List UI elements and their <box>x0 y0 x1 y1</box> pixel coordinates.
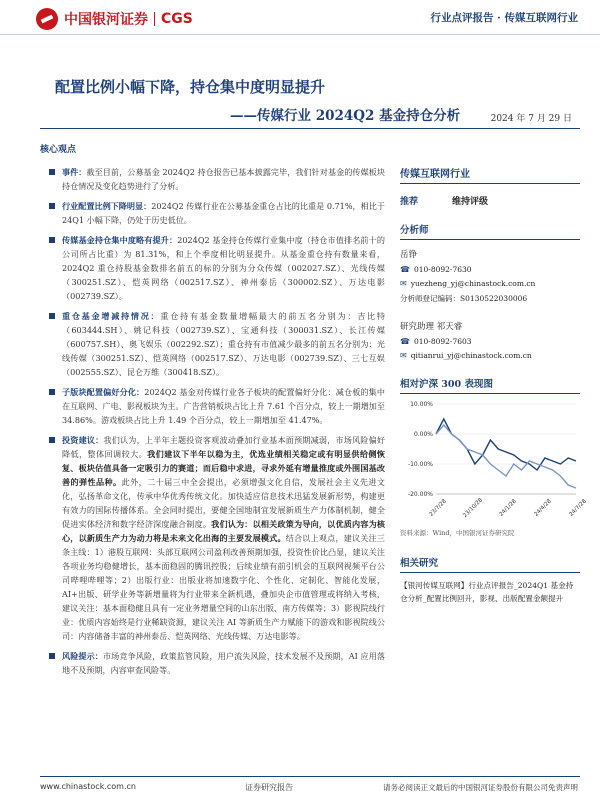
report-date: 2024 年 7 月 29 日 <box>490 114 572 124</box>
investment-p3: 结合以上观点，建议关注三条主线：1）港股互联网：头部互联网公司盈利改善预期加强，投资性价比凸显，建议关注各项业务均稳健增长，基本面稳固的腾讯控股；后续业绩有前引机会的互联网视频平台公司哔哩哔哩等；2）出版行业：出版业将加速数字化、个性化、定制化、智能化发展，AI+出版、研学业务等新增量将为行业带来全新机遇，叠加央企市值管理或将纳入考核，建议关注：基本面稳健且具有一定业务增量空间的山东出版、南方传媒等；3）影视院线行业：优质内容始终是行业稀缺资源，建议关注 AI 等新质生产力赋能下的游戏和影视院线公司：内容储备丰富的神州泰岳、恺英网络、光线传媒、万达电影等。 <box>62 533 385 641</box>
bullet-marker-icon <box>49 203 55 209</box>
relative-performance-chart <box>400 398 588 526</box>
report-subtitle: ——传媒行业 2024Q2 基金持仓分析 <box>230 108 461 124</box>
investment-p1: 我们认为，上半年主题投资客观波动叠加行业基本面预期减弱，市场风险偏好降低，整体回调较大。 <box>62 435 385 459</box>
page-header <box>0 0 600 38</box>
related-text: 【银河传媒互联网】行业点评报告_2024Q1 基金持仓分析_配置比例回升，影视、出版配置金额提升 <box>400 581 574 603</box>
chart-xtick-label: 23/7/28 <box>428 498 448 518</box>
bullet-text: 2024Q2 传媒行业在公募基金重仓占比的比重是 0.71%，相比于 24Q1 小幅下降，仍处于历史低位。 <box>62 201 385 225</box>
analyst2-email <box>400 351 580 360</box>
report-tag: 行业点评报告 · 传媒互联网行业 <box>430 12 578 24</box>
chart-ytick-label: 0.00% <box>413 431 433 438</box>
analyst2-phone-text: 010-8092-7603 <box>413 337 472 346</box>
bullet-marker-icon <box>49 653 55 659</box>
chart-title: 相对沪深 300 表现图 <box>400 376 580 394</box>
rating-key: 推荐 <box>400 196 419 207</box>
investment-p1-strong: 我们建议下半年以稳为主，优选业绩相关稳定或有明显供给侧恢复、板块估值具备一定吸引力的赛道；而后稳中求进，寻求外延有增量推度或外围国基改善的弹性品种。 <box>62 449 385 487</box>
logo-divider <box>154 12 155 26</box>
bullet-text: 2024Q2 基金对传媒行业各子板块的配置偏好分化：减仓板的集中在互联网、广电、影视板块为主。广告营销板块占比上升 7.61 个百分点，较上一期增加至 34.86%。游戏板块占比上升 1.49 个百分点，较上一期增加至 41.47%。 <box>62 387 385 425</box>
bullet-investment <box>40 433 385 643</box>
analyst1-email-text: yuezheng_yj@chinastock.com.cn <box>410 279 536 288</box>
rating-value: 维持评级 <box>452 196 489 207</box>
bullet-text: 截至目前，公募基金 2024Q2 持仓报告已基本披露完毕，我们针对基金的传媒板块持仓情况及变化趋势进行了分析。 <box>62 167 385 191</box>
bullet-head: 子版块配置偏好分化： <box>62 387 145 397</box>
brand-name-en: CGS <box>161 11 193 27</box>
investment-p2-strong: 我们认为：以相关政策为导向，以优质内容为核心，以新质生产力为动力将是未来文化出海的主要发展模式。 <box>62 519 385 543</box>
bullet-marker-icon <box>49 313 55 319</box>
phone-icon: ☎ <box>400 265 410 274</box>
report-title: 配置比例小幅下降，持仓集中度明显提升 <box>55 78 326 96</box>
chart-xtick-label: 23/10/28 <box>462 497 484 519</box>
bullet-text: 重仓持有基金数量增幅最大的前五名分别为：吉比特（603444.SH）、姚记科技（002739.SZ）、宝通科技（300031.SZ）、长江传媒（600757.SH）、奥飞娱乐（002292.SZ）；重仓持有市值减少最多的前五名分别为：光线传媒（300251.SZ）、恺英网络（002517.SZ）、万达电影（002739.SZ）、三七互娱（002555.SZ）、昆仑万维（300418.SZ）。 <box>62 311 385 377</box>
bullet-head: 重仓基金增减持情况： <box>62 311 161 321</box>
main-content <box>40 165 385 683</box>
sidebar <box>400 165 588 605</box>
analyst1-reg: 分析师登记编码：S0130522030006 <box>400 294 528 303</box>
analyst1-phone <box>400 265 580 274</box>
chart-xtick-label: 24/1/28 <box>498 498 518 518</box>
bullet-head: 事件： <box>62 167 87 177</box>
brand-name-cn: 中国银河证券 <box>64 12 148 28</box>
analyst2-phone <box>400 337 580 346</box>
title-divider <box>40 128 580 129</box>
bullet-risk <box>40 649 385 677</box>
industry-title: 传媒互联网行业 <box>400 165 580 184</box>
header-divider <box>0 34 600 35</box>
analyst-heading: 分析师 <box>400 222 580 240</box>
bullet-marker-icon <box>49 237 55 243</box>
bullet-head: 风险提示： <box>62 651 103 661</box>
brand-logo <box>36 8 193 30</box>
bullet-text: 2024Q2 基金持仓传媒行业集中度（持仓市值排名前十的公司所占比重）为 81.31%，和上个季度相比明显提升。从基金重仓持有数量来看，2024Q2 重仓持股基金数排名前五的标的分别为分众传媒（002027.SZ）、光线传媒（300251.SZ）、恺英网络（002517.SZ）、神州泰岳（300002.SZ）、万达电影（002739.SZ）。 <box>62 235 385 301</box>
bullet-head: 行业配置比例下降明显： <box>62 201 152 211</box>
phone-icon: ☎ <box>400 337 410 346</box>
bullet-marker-icon <box>49 437 55 443</box>
analyst1-name: 岳铮 <box>400 250 418 260</box>
mail-icon: ✉ <box>400 279 407 288</box>
chart-ytick-label: -20.00% <box>407 491 433 498</box>
bullet-head: 传媒基金持仓集中度略有提升： <box>62 235 178 245</box>
footer-divider <box>40 776 580 777</box>
analyst1-email <box>400 279 580 288</box>
bullet-allocation <box>40 199 385 227</box>
bullet-text: 市场竞争风险，政策监管风险，用户流失风险，技术发展不及预期，AI 应用落地不及预期，内容审查风险等。 <box>62 651 385 675</box>
core-view-label: 核心观点 <box>40 145 77 155</box>
bullet-marker-icon <box>49 169 55 175</box>
investment-p2: 此外，二十届三中全会提出，必须增强文化自信，发展社会主义先进文化，弘扬革命文化，传承中华优秀传统文化。加快适应信息技术迅猛发展新形势，构建更有效力的国际传播体系。全会同时提出，要健全国地制宜发展新质生产力体制机制，健全促进实体经济和数字经济深度融合制度。 <box>62 477 385 529</box>
chart-ytick-label: 10.00% <box>410 401 433 408</box>
chart-series-line <box>436 425 576 488</box>
bullet-head: 投资建议： <box>62 435 104 445</box>
chart-xtick-label: 24/4/28 <box>533 498 553 518</box>
analyst2-email-text: qitianrui_yj@chinastock.com.cn <box>410 351 532 360</box>
chart-xtick-label: 24/7/28 <box>568 498 588 518</box>
footer-disclaimer: 请务必阅读正文最后的中国银河证券股份有限公司免责声明 <box>383 783 578 792</box>
mail-icon: ✉ <box>400 351 407 360</box>
footer-site: www.chinastock.com.cn <box>40 782 136 791</box>
brand-logo-icon <box>36 8 58 30</box>
chart-ytick-label: -10.00% <box>407 461 433 468</box>
chart-svg <box>400 398 588 526</box>
bullet-marker-icon <box>49 389 55 395</box>
rating-row <box>400 192 580 208</box>
chart-source: 资料来源：Wind，中国银河证券研究院 <box>400 529 515 537</box>
related-heading: 相关研究 <box>400 555 580 573</box>
bullet-subsector <box>40 385 385 427</box>
footer-dept: 证券研究报告 <box>245 783 293 792</box>
chart-series-line <box>436 419 576 470</box>
bullet-event <box>40 165 385 193</box>
analyst1-phone-text: 010-8092-7630 <box>413 265 472 274</box>
bullet-concentration <box>40 233 385 303</box>
analyst2-name: 研究助理 祁天睿 <box>400 322 463 332</box>
bullet-holdings-change <box>40 309 385 379</box>
